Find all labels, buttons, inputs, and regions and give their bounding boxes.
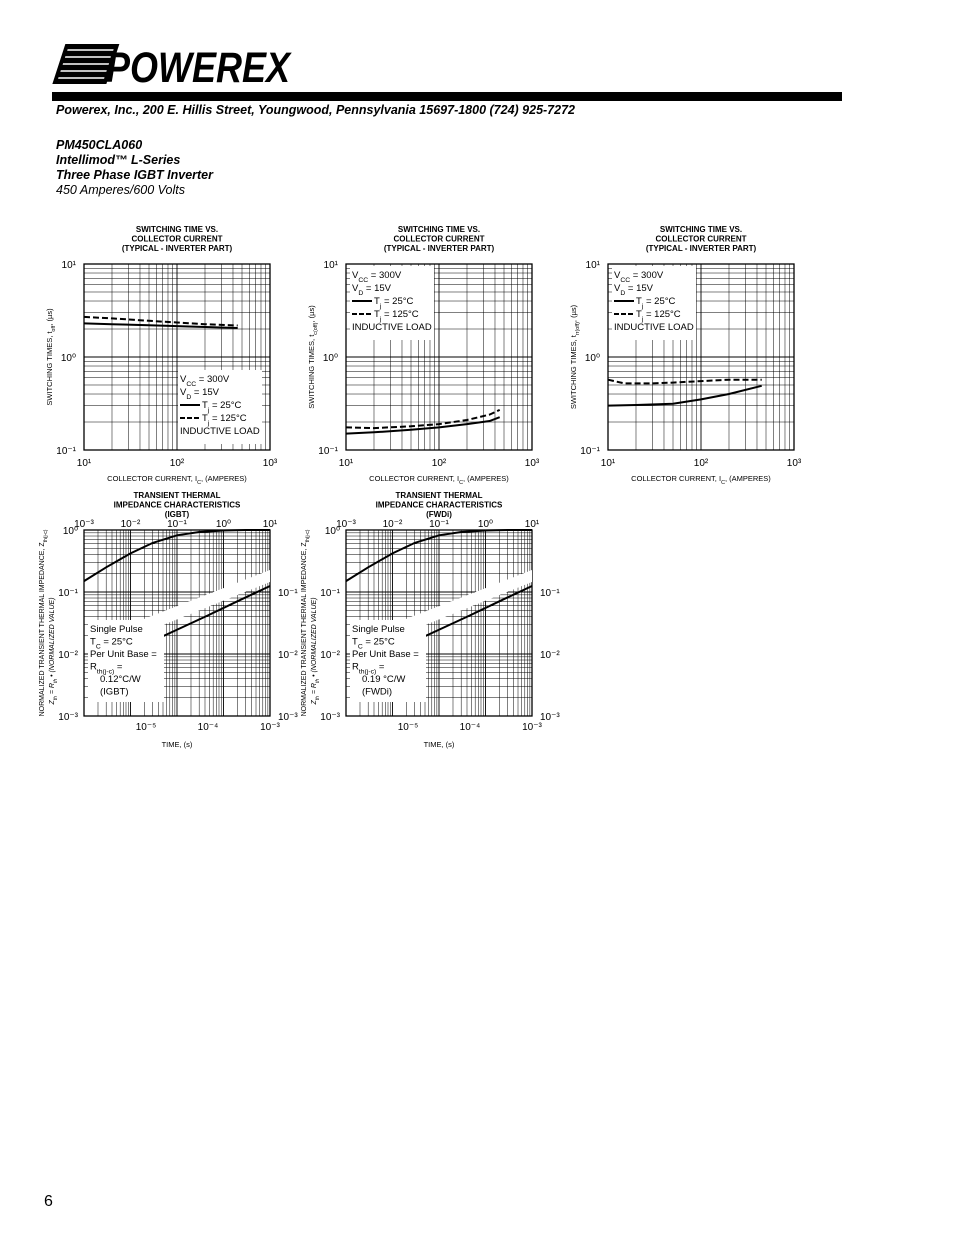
bottom-x-tick-label: 10⁻⁴ xyxy=(459,722,481,733)
legend-entry-label: $T_j = 25^\circ C$ xyxy=(202,400,242,414)
chart-thermal-impedance-igbt xyxy=(0,486,300,756)
y-tick-label-left: 10⁻² xyxy=(320,650,340,661)
top-x-tick-label: 10⁻¹ xyxy=(429,519,449,530)
note-line: (FWDi) xyxy=(362,686,393,698)
chart-title-line: SWITCHING TIME VS. xyxy=(659,225,743,234)
x-axis-label: COLLECTOR CURRENT, $I_C$, (AMPERES) xyxy=(369,474,509,486)
top-x-tick-label: 10⁻³ xyxy=(74,519,94,530)
y-tick-label: 10¹ xyxy=(585,260,600,271)
x-tick-label: 10² xyxy=(693,458,709,469)
y-tick-label: 10⁻¹ xyxy=(580,446,600,457)
y-tick-label-left: 10⁻³ xyxy=(320,712,340,723)
x-tick-label: 10¹ xyxy=(600,458,616,469)
legend-note: INDUCTIVE LOAD xyxy=(614,322,694,333)
note-line: 0.19 °C/W xyxy=(362,674,406,685)
y-tick-label-left: 10⁻¹ xyxy=(320,588,340,599)
company-address: Powerex, Inc., 200 E. Hillis Street, Youngwood, Pennsylvania 15697-1800 (724) 925-7272 xyxy=(56,103,575,117)
legend-condition: $V_D = 15V$ xyxy=(614,283,653,297)
series-curve xyxy=(608,380,762,384)
note-line: 0.12°C/W xyxy=(100,674,141,685)
x-tick-label: 10³ xyxy=(262,458,278,469)
y-tick-label: 10¹ xyxy=(61,260,76,271)
legend-condition: $V_{CC} = 300V$ xyxy=(180,374,230,388)
chart-title-line: (FWDi) xyxy=(426,510,452,519)
legend-condition: $V_{CC} = 300V$ xyxy=(614,270,664,284)
legend-note: INDUCTIVE LOAD xyxy=(180,426,260,437)
series-curve xyxy=(346,410,500,428)
product-series: Intellimod™ L-Series xyxy=(56,153,181,167)
y-axis-label: NORMALIZED TRANSIENT THERMAL IMPEDANCE, $Z_{th(j-c)}$ xyxy=(301,529,311,717)
x-axis-label: TIME, (s) xyxy=(423,740,455,749)
x-axis-label: COLLECTOR CURRENT, $I_C$, (AMPERES) xyxy=(631,474,771,486)
note-line: Single Pulse xyxy=(90,624,143,635)
y-tick-label-right: 10⁻³ xyxy=(278,712,298,723)
top-x-tick-label: 10¹ xyxy=(524,519,540,530)
y-tick-label: 10⁰ xyxy=(60,353,76,364)
x-axis-label: COLLECTOR CURRENT, $I_C$, (AMPERES) xyxy=(107,474,247,486)
y-axis-label-2: $Z_{th} = R_{th}$ • (NORMALIZED VALUE) xyxy=(49,597,59,705)
y-tick-label: 10⁻¹ xyxy=(318,446,338,457)
legend-condition: $V_D = 15V$ xyxy=(180,387,219,401)
product-rating: 450 Amperes/600 Volts xyxy=(56,183,186,197)
chart-title-line: TRANSIENT THERMAL xyxy=(395,491,483,500)
chart-title-line: IMPEDANCE CHARACTERISTICS xyxy=(113,500,241,510)
note-line: $R_{th(j-c)}$ = xyxy=(352,661,385,675)
chart-title-line: SWITCHING TIME VS. xyxy=(397,225,481,234)
y-tick-label-left: 10⁻³ xyxy=(58,712,78,723)
y-tick-label-left: 10⁰ xyxy=(62,526,78,537)
note-line: Per Unit Base = xyxy=(352,649,419,660)
x-tick-label: 10² xyxy=(431,458,447,469)
y-tick-label-right: 10⁻² xyxy=(540,650,560,661)
chart-switching-time-toff xyxy=(0,220,300,490)
y-tick-label-right: 10⁻¹ xyxy=(540,588,560,599)
chart-title-line: COLLECTOR CURRENT xyxy=(393,234,485,244)
y-tick-label: 10⁰ xyxy=(584,353,600,364)
chart-switching-time-tcoff xyxy=(262,220,562,490)
top-x-tick-label: 10⁰ xyxy=(215,519,232,530)
legend-entry-label: $T_j = 125^\circ C$ xyxy=(636,309,681,323)
legend-entry-label: $T_j = 25^\circ C$ xyxy=(374,296,414,310)
logo-wordmark: POWEREX xyxy=(106,44,292,92)
top-x-tick-label: 10⁻¹ xyxy=(167,519,187,530)
page-number: 6 xyxy=(44,1193,53,1210)
x-axis-label: TIME, (s) xyxy=(161,740,193,749)
note-line: Single Pulse xyxy=(352,624,405,635)
x-tick-label: 10³ xyxy=(524,458,540,469)
chart-title-line: (TYPICAL - INVERTER PART) xyxy=(645,244,757,253)
bottom-x-tick-label: 10⁻³ xyxy=(260,722,280,733)
bottom-x-tick-label: 10⁻⁴ xyxy=(197,722,219,733)
note-line: (IGBT) xyxy=(100,686,129,698)
chart-switching-time-trr xyxy=(524,220,824,490)
y-tick-label-left: 10⁰ xyxy=(324,526,340,537)
legend-entry-label: $T_j = 125^\circ C$ xyxy=(202,413,247,427)
top-x-tick-label: 10¹ xyxy=(262,519,278,530)
bottom-x-tick-label: 10⁻⁵ xyxy=(135,722,157,733)
top-x-tick-label: 10⁰ xyxy=(477,519,494,530)
x-tick-label: 10² xyxy=(169,458,185,469)
y-axis-label-2: $Z_{th} = R_{th}$ • (NORMALIZED VALUE) xyxy=(311,597,321,705)
y-tick-label-left: 10⁻² xyxy=(58,650,78,661)
y-axis-label: SWITCHING TIMES, $t_{off}$, (µs) xyxy=(45,308,57,406)
y-axis-label: SWITCHING TIMES, $t_{c(off)}$, (µs) xyxy=(307,305,319,409)
chart-title-line: (TYPICAL - INVERTER PART) xyxy=(383,244,495,253)
legend-entry-label: $T_j = 25^\circ C$ xyxy=(636,296,676,310)
y-tick-label: 10⁰ xyxy=(322,353,338,364)
chart-title-line: (TYPICAL - INVERTER PART) xyxy=(121,244,233,253)
legend-entry-label: $T_j = 125^\circ C$ xyxy=(374,309,419,323)
y-axis-label: NORMALIZED TRANSIENT THERMAL IMPEDANCE, $Z_{th(j-c)}$ xyxy=(39,529,49,717)
y-tick-label-right: 10⁻² xyxy=(278,650,298,661)
chart-thermal-impedance-fwdi xyxy=(262,486,562,756)
chart-title-line: (IGBT) xyxy=(164,510,190,519)
y-tick-label: 10¹ xyxy=(323,260,338,271)
x-tick-label: 10¹ xyxy=(338,458,354,469)
y-axis-label: SWITCHING TIMES, $t_{rr(off)}$, (µs) xyxy=(569,304,581,410)
y-tick-label-right: 10⁻³ xyxy=(540,712,560,723)
bottom-x-tick-label: 10⁻³ xyxy=(522,722,542,733)
chart-title-line: IMPEDANCE CHARACTERISTICS xyxy=(375,500,503,510)
top-x-tick-label: 10⁻² xyxy=(382,519,403,530)
note-line: $T_C = 25^\circ C$ xyxy=(352,636,395,650)
header-rule xyxy=(52,92,842,101)
x-tick-label: 10³ xyxy=(786,458,802,469)
top-x-tick-label: 10⁻³ xyxy=(336,519,356,530)
chart-title-line: SWITCHING TIME VS. xyxy=(135,225,219,234)
legend-condition: $V_D = 15V$ xyxy=(352,283,391,297)
powerex-logo xyxy=(52,42,292,92)
product-title-block xyxy=(56,138,213,198)
chart-title-line: COLLECTOR CURRENT xyxy=(655,234,747,244)
chart-title-line: TRANSIENT THERMAL xyxy=(133,491,221,500)
y-tick-label-right: 10⁻¹ xyxy=(278,588,298,599)
chart-title-line: COLLECTOR CURRENT xyxy=(131,234,223,244)
x-tick-label: 10¹ xyxy=(76,458,92,469)
note-line: $R_{th(j-c)}$ = xyxy=(90,661,123,675)
y-tick-label: 10⁻¹ xyxy=(56,446,76,457)
bottom-x-tick-label: 10⁻⁵ xyxy=(397,722,419,733)
product-description: Three Phase IGBT Inverter xyxy=(56,168,214,182)
note-line: $T_C = 25^\circ C$ xyxy=(90,636,133,650)
legend-note: INDUCTIVE LOAD xyxy=(352,322,432,333)
series-curve xyxy=(608,386,762,406)
y-tick-label-left: 10⁻¹ xyxy=(58,588,78,599)
legend-condition: $V_{CC} = 300V$ xyxy=(352,270,402,284)
note-line: Per Unit Base = xyxy=(90,649,157,660)
top-x-tick-label: 10⁻² xyxy=(120,519,141,530)
part-number: PM450CLA060 xyxy=(56,138,143,152)
